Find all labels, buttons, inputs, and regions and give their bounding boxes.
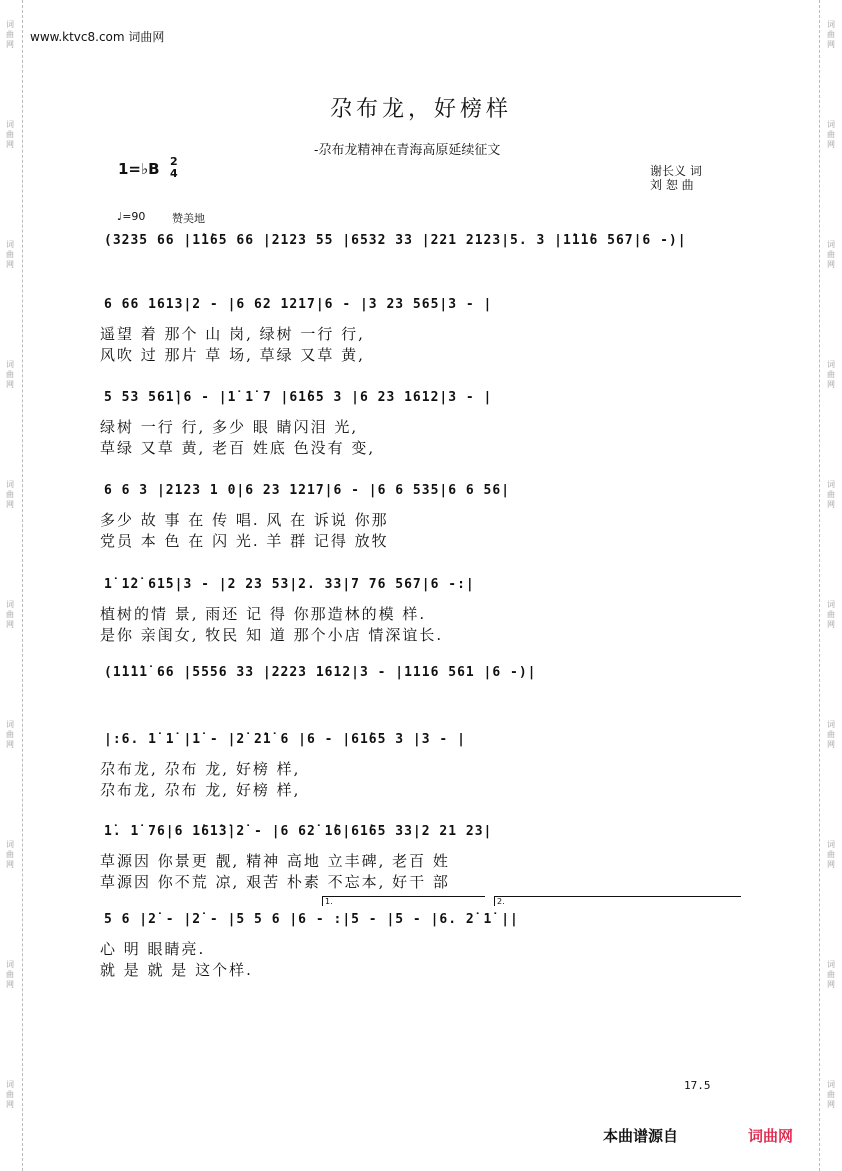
lyric-line: 遥望 着 那个 山 岗, 绿树 一行 行, [100,325,365,343]
lyricist: 谢长义 词 [650,164,702,178]
footer-logo[interactable]: 词曲网 [748,1127,794,1145]
lyric-line: 植树的情 景, 雨还 记 得 你那造林的模 样. [100,605,427,623]
lyric-line: 草源因 你景更 靓, 精神 高地 立丰碑, 老百 姓 [100,852,450,870]
lyric-line: 多少 故 事 在 传 唱. 风 在 诉说 你那 [100,511,389,529]
side-watermark: 词曲网 [6,720,14,749]
first-ending: 1. [322,896,485,906]
composer: 刘 恕 曲 [650,178,694,192]
lyric-line: 党员 本 色 在 闪 光. 羊 群 记得 放牧 [100,532,389,550]
side-watermark: 词曲网 [6,240,14,269]
notation-line: (3235 66 |1̇1̇65 66 |2123 55 |6532 33 |221 2123|5. 3 |1̇1̇1̇6 567|6 -)| [104,233,687,248]
lyric-line: 就 是 就 是 这个样. [100,961,253,979]
key-signature: 1=♭B [118,160,160,178]
notation-line: 5 53 561̇|6 - |1̇ 1̇ 7 |61̇65 3 |6 23 1612|3 - | [104,390,493,405]
side-watermark: 词曲网 [827,480,835,509]
notation-line: 1̇ 1̇2̇ 61̇5|3 - |2 23 53|2. 33|7 76 567|6 -:| [104,577,475,592]
footer-date: 17.5 [684,1079,711,1092]
tempo-marking: ♩=90 [117,210,146,223]
side-watermark: 词曲网 [6,20,14,49]
side-watermark: 词曲网 [827,960,835,989]
side-watermark: 词曲网 [827,240,835,269]
side-watermark: 词曲网 [827,120,835,149]
expression-marking: 赞美地 [172,212,205,225]
side-watermark: 词曲网 [827,20,835,49]
lyric-line: 心 明 眼睛亮. [100,940,206,958]
side-watermark: 词曲网 [827,600,835,629]
footer-source: 本曲谱源自 [603,1127,679,1145]
notation-line: 1̇. 1̇ 76|6 1̇61̇3̇|2̇ - |6 62̇ 1̇6|61̇65 33|2 21 23| [104,824,493,839]
song-title: 尕布龙，好榜样 [329,97,512,122]
side-watermark: 词曲网 [827,1080,835,1109]
credits [650,164,702,192]
side-watermark: 词曲网 [6,360,14,389]
side-watermark: 词曲网 [6,600,14,629]
side-watermark: 词曲网 [827,360,835,389]
right-watermark-strip [819,0,842,1171]
lyric-line: 尕布龙, 尕布 龙, 好榜 样, [100,781,301,799]
lyric-line: 草绿 又草 黄, 老百 姓底 色没有 变, [100,439,376,457]
lyric-line: 尕布龙, 尕布 龙, 好榜 样, [100,760,301,778]
side-watermark: 词曲网 [6,480,14,509]
time-signature-bottom: 4 [170,167,178,180]
side-watermark: 词曲网 [6,1080,14,1109]
song-subtitle: -尕布龙精神在青海高原延续征文 [314,143,501,158]
second-ending: 2. [494,896,741,906]
site-url[interactable]: www.ktvc8.com 词曲网 [30,30,165,44]
notation-line: 6 6 3 |2123 1 0|6 23 1217|6 - |6 6 535|6 6 56| [104,483,511,498]
lyric-line: 草源因 你不荒 凉, 艰苦 朴素 不忘本, 好干 部 [100,873,450,891]
time-signature-top: 2 [170,155,178,168]
lyric-line: 风吹 过 那片 草 场, 草绿 又草 黄, [100,346,365,364]
side-watermark: 词曲网 [827,720,835,749]
notation-line: (1̇1̇1̇1̇ 66 |5556 33 |2223 1612|3 - |1116 561 |6 -)| [104,665,537,680]
notation-line: 6 66 1613|2 - |6 62 1217|6 - |3 23 565|3 - | [104,297,493,312]
lyric-line: 是你 亲闺女, 牧民 知 道 那个小店 情深谊长. [100,626,444,644]
notation-line: 5 6 |2̇ - |2̇ - |5 5 6 |6 - :|5 - |5 - |6. 2̇ 1̇ || [104,912,519,927]
side-watermark: 词曲网 [827,840,835,869]
notation-line: |:6. 1̇ 1̇ |1̇ - |2̇ 2̇1̇ 6 |6 - |61̇65 3 |3 - | [104,732,466,747]
side-watermark: 词曲网 [6,840,14,869]
left-watermark-strip [0,0,23,1171]
lyric-line: 绿树 一行 行, 多少 眼 睛闪泪 光, [100,418,359,436]
time-signature [170,156,178,180]
side-watermark: 词曲网 [6,120,14,149]
side-watermark: 词曲网 [6,960,14,989]
